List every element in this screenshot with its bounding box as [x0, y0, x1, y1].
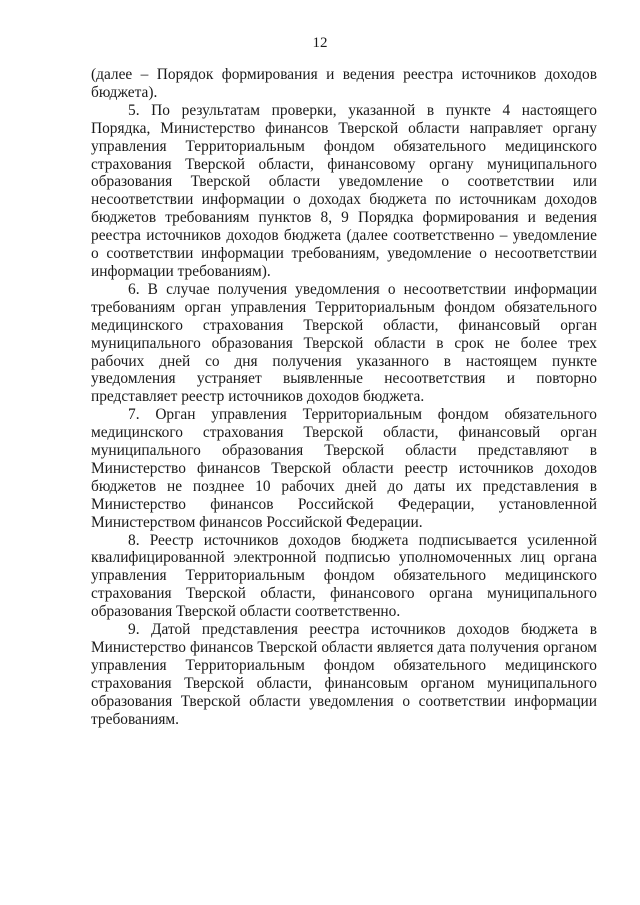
paragraph-item-6: 6. В случае получения уведомления о несоответствии информации требованиям орган управления Территориальным фондом обязательного медицинского страхования Тверской области, финансовый орган муниципального образования Тверской области в срок не более трех рабочих дней со дня получения указанного в настоящем пункте уведомления устраняет выявленные несоответствия и повторно представляет реестр источников доходов бюджета.: [91, 280, 597, 406]
paragraph-item-8: 8. Реестр источников доходов бюджета подписывается усиленной квалифицированной электронной подписью уполномоченных лиц органа управления Территориальным фондом обязательного медицинского страхования Тверской области, финансового органа муниципального образования Тверской области соответственно.: [91, 531, 597, 621]
document-body: [91, 66, 597, 729]
paragraph-item-5: 5. По результатам проверки, указанной в пункте 4 настоящего Порядка, Министерство финансов Тверской области направляет органу управления Территориальным фондом обязательного медицинского страхования Тверской области, финансовому органу муниципального образования Тверской области уведомление о соответствии или несоответствии информации о доходах бюджета по источникам доходов бюджетов требованиям пунктов 8, 9 Порядка формирования и ведения реестра источников доходов бюджета (далее соответственно – уведомление о соответствии информации требованиям, уведомление о несоответствии информации требованиям).: [91, 101, 597, 280]
paragraph-item-9: 9. Датой представления реестра источников доходов бюджета в Министерство финансов Тверской области является дата получения органом управления Территориальным фондом обязательного медицинского страхования Тверской области, финансовым органом муниципального образования Тверской области уведомления о соответствии информации требованиям.: [91, 621, 597, 728]
paragraph-item-7: 7. Орган управления Территориальным фондом обязательного медицинского страхования Тверской области, финансовый орган муниципального образования Тверской области представляют в Министерство финансов Тверской области реестр источников доходов бюджетов не позднее 10 рабочих дней до даты их представления в Министерство финансов Российской Федерации, установленной Министерством финансов Российской Федерации.: [91, 406, 597, 531]
page-number: 12: [312, 35, 328, 51]
paragraph-continuation: (далее – Порядок формирования и ведения реестра источников доходов бюджета).: [91, 66, 597, 101]
